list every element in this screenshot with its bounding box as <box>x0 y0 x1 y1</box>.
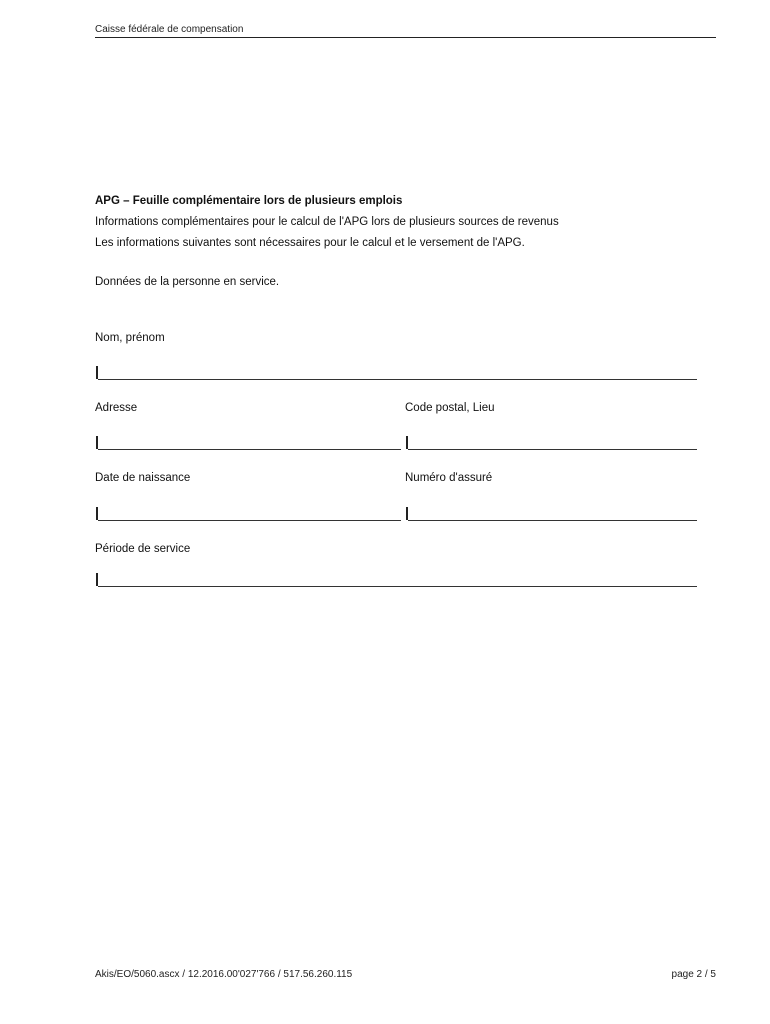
birthdate-field-cursor <box>96 507 98 520</box>
insured-number-label: Numéro d'assuré <box>405 472 493 484</box>
form-subtitle: Informations complémentaires pour le calcul de l'APG lors de plusieurs sources de revenus <box>95 216 559 228</box>
section-heading: Données de la personne en service. <box>95 276 280 288</box>
address-label: Adresse <box>95 402 138 414</box>
form-description: Les informations suivantes sont nécessaires pour le calcul et le versement de l'APG. <box>95 237 525 249</box>
postal-label: Code postal, Lieu <box>405 402 495 414</box>
birthdate-field-rule <box>98 520 401 521</box>
birthdate-label: Date de naissance <box>95 472 191 484</box>
page-header <box>95 24 716 38</box>
header-organization: Caisse fédérale de compensation <box>95 24 244 35</box>
name-field-cursor <box>96 366 98 379</box>
intro-section <box>95 192 716 291</box>
address-field-rule <box>98 449 401 450</box>
service-period-label: Période de service <box>95 543 191 555</box>
insured-number-field-rule <box>408 520 697 521</box>
service-period-field-cursor <box>96 573 98 586</box>
service-period-field-rule <box>98 586 697 587</box>
service-period-field[interactable] <box>96 573 697 587</box>
name-field[interactable] <box>96 366 697 380</box>
form-title: APG – Feuille complémentaire lors de plusieurs emplois <box>95 195 403 207</box>
postal-field[interactable] <box>406 436 697 450</box>
postal-field-cursor <box>406 436 408 449</box>
name-label: Nom, prénom <box>95 332 165 344</box>
address-field[interactable] <box>96 436 401 450</box>
birthdate-field[interactable] <box>96 507 401 521</box>
insured-number-field[interactable] <box>406 507 697 521</box>
postal-field-rule <box>408 449 697 450</box>
name-field-rule <box>98 379 697 380</box>
footer-reference: Akis/EO/5060.ascx / 12.2016.00'027'766 / 517.56.260.115 <box>95 969 353 980</box>
insured-number-field-cursor <box>406 507 408 520</box>
address-field-cursor <box>96 436 98 449</box>
page-number: page 2 / 5 <box>671 969 716 980</box>
